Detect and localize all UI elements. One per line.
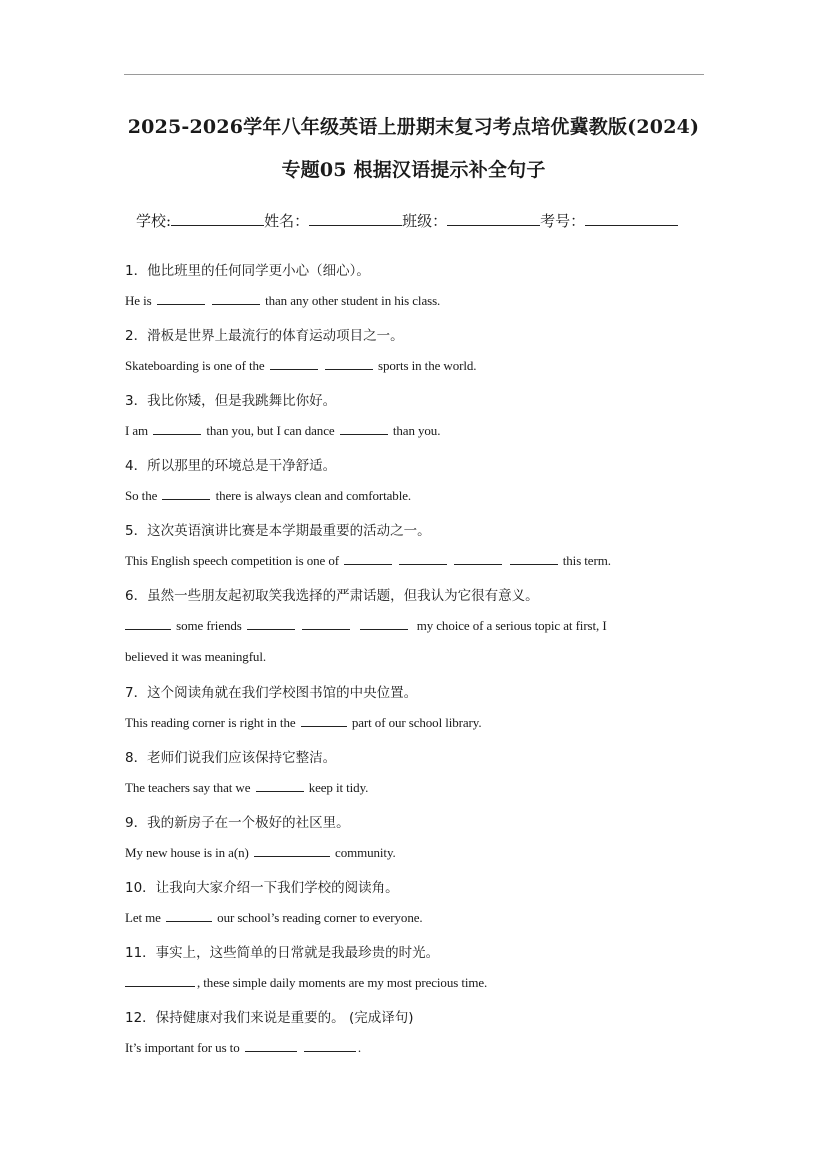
header-rule: [124, 74, 704, 75]
q2-blank-1[interactable]: [270, 357, 318, 370]
exam-no-label: 考号：: [540, 212, 586, 230]
page-title: 2025-2026学年八年级英语上册期末复习考点培优冀教版(2024): [127, 116, 700, 138]
question-10-sentence: [125, 909, 423, 926]
q3-text-b: than you, but I can dance: [206, 423, 335, 438]
q1-text-a: He is: [125, 293, 152, 308]
question-11-prompt: 11．事实上，这些简单的日常就是我最珍贵的时光。: [125, 945, 440, 961]
q9-text-a: My new house is in a(n): [125, 845, 249, 860]
q4-blank-1[interactable]: [162, 487, 210, 500]
question-5-prompt: 5．这次英语演讲比赛是本学期最重要的活动之一。: [125, 523, 431, 539]
q7-text-b: part of our school library.: [351, 715, 482, 730]
question-5-sentence: [125, 552, 611, 569]
q10-blank-1[interactable]: [166, 909, 212, 922]
exam-no-field[interactable]: [585, 211, 678, 226]
q6-blank-2[interactable]: [247, 617, 295, 630]
question-8-prompt: 8．老师们说我们应该保持它整洁。: [125, 750, 337, 766]
question-12-prompt: 12．保持健康对我们来说是重要的。 (完成译句): [125, 1010, 414, 1026]
page-subtitle: 专题05 根据汉语提示补全句子: [281, 159, 546, 181]
question-6-sentence-cont: believed it was meaningful.: [125, 649, 266, 664]
q5-text-a: This English speech competition is one of: [125, 553, 339, 568]
question-6-prompt: 6．虽然一些朋友起初取笑我选择的严肃话题，但我认为它很有意义。: [125, 588, 539, 604]
q7-blank-1[interactable]: [301, 714, 347, 727]
q2-text-b: sports in the world.: [378, 358, 477, 373]
q10-text-b: our school’s reading corner to everyone.: [217, 910, 423, 925]
q2-text-a: Skateboarding is one of the: [125, 358, 265, 373]
q2-blank-2[interactable]: [325, 357, 373, 370]
q11-text-a: , these simple daily moments are my most precious time.: [197, 975, 488, 990]
question-7-prompt: 7．这个阅读角就在我们学校图书馆的中央位置。: [125, 685, 418, 701]
name-label: 姓名：: [264, 212, 310, 230]
q5-blank-1[interactable]: [344, 552, 392, 565]
question-1-sentence: [125, 292, 440, 309]
q6-text-a: some friends: [176, 618, 242, 633]
class-label: 班级：: [402, 212, 448, 230]
q12-blank-1[interactable]: [245, 1039, 297, 1052]
q3-text-c: than you.: [392, 423, 441, 438]
question-7-sentence: [125, 714, 482, 731]
question-9-prompt: 9．我的新房子在一个极好的社区里。: [125, 815, 350, 831]
q8-text-a: The teachers say that we: [125, 780, 251, 795]
q4-text-a: So the: [125, 488, 158, 503]
class-field[interactable]: [447, 211, 540, 226]
question-2-sentence: [125, 357, 476, 374]
q10-text-a: Let me: [125, 910, 161, 925]
q5-text-b: this term.: [562, 553, 611, 568]
question-3-sentence: [125, 422, 440, 439]
question-8-sentence: [125, 779, 368, 796]
q3-blank-1[interactable]: [153, 422, 201, 435]
question-11-sentence: [125, 974, 487, 991]
school-field[interactable]: [171, 211, 264, 226]
q12-text-b: .: [357, 1040, 362, 1055]
q1-text-b: than any other student in his class.: [265, 293, 441, 308]
question-4-sentence: [125, 487, 411, 504]
q3-blank-2[interactable]: [340, 422, 388, 435]
q4-text-b: there is always clean and comfortable.: [215, 488, 412, 503]
q6-blank-1[interactable]: [125, 617, 171, 630]
question-2-prompt: 2．滑板是世界上最流行的体育运动项目之一。: [125, 328, 404, 344]
q5-blank-2[interactable]: [399, 552, 447, 565]
q3-text-a: I am: [125, 423, 149, 438]
q8-text-b: keep it tidy.: [308, 780, 369, 795]
q1-blank-1[interactable]: [157, 292, 205, 305]
q12-text-a: It’s important for us to: [125, 1040, 240, 1055]
school-label: 学校:: [136, 212, 172, 230]
question-9-sentence: [125, 844, 396, 861]
question-6-sentence: [125, 617, 607, 634]
q8-blank-1[interactable]: [256, 779, 304, 792]
q12-blank-2[interactable]: [304, 1039, 356, 1052]
q1-blank-2[interactable]: [212, 292, 260, 305]
student-info-row: [136, 210, 678, 231]
q7-text-a: This reading corner is right in the: [125, 715, 296, 730]
q5-blank-4[interactable]: [510, 552, 558, 565]
q11-blank-1[interactable]: [125, 974, 195, 987]
question-1-prompt: 1．他比班里的任何同学更小心（细心）。: [125, 263, 370, 279]
q5-blank-3[interactable]: [454, 552, 502, 565]
question-12-sentence: [125, 1039, 361, 1056]
q9-blank-1[interactable]: [254, 844, 330, 857]
question-4-prompt: 4．所以那里的环境总是干净舒适。: [125, 458, 337, 474]
name-field[interactable]: [309, 211, 402, 226]
q6-blank-3[interactable]: [302, 617, 350, 630]
q9-text-b: community.: [335, 845, 396, 860]
question-10-prompt: 10．让我向大家介绍一下我们学校的阅读角。: [125, 880, 399, 896]
question-3-prompt: 3．我比你矮，但是我跳舞比你好。: [125, 393, 337, 409]
q6-text-b: my choice of a serious topic at first, I: [416, 618, 607, 633]
q6-blank-4[interactable]: [360, 617, 408, 630]
